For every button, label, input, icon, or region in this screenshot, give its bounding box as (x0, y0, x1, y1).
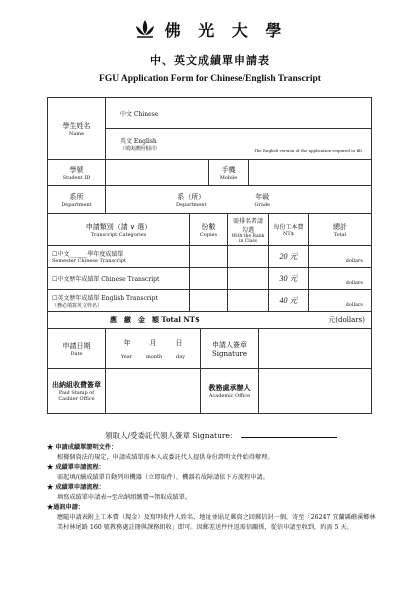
academic-office-field[interactable] (259, 369, 371, 413)
total-field[interactable]: dollars (345, 302, 363, 308)
semester-transcript-checkbox[interactable]: ☐中文______學年度成績單 Semester Chinese Transcript (48, 246, 190, 267)
copies-header: 份數 Copies (190, 214, 228, 245)
cashier-stamp-label: 出納組收費簽章 Paid Stamp of Cashier Office (48, 369, 106, 413)
transcript-row-english (48, 290, 371, 312)
student-id-field[interactable] (106, 160, 209, 185)
mobile-field[interactable] (249, 160, 371, 185)
category-header: 申請類別（請 ∨ 選） Transcript Categories (48, 214, 190, 245)
cost-header: 每份工本費 NT$ (269, 214, 309, 245)
university-logo-row (0, 16, 420, 42)
university-name: 佛 光 大 學 (164, 20, 288, 40)
form-title-english: FGU Application Form for Chinese/English Transcript (99, 74, 321, 84)
total-header: 總計 Total (333, 222, 347, 238)
total-amount-label: 應 繳 金 額 Total NT$ (110, 315, 200, 324)
unit-price: 30 元 (269, 268, 309, 289)
copies-field[interactable] (190, 290, 228, 311)
recipient-signature-line[interactable]: 領取人/受委託代領人簽章 Signature： (105, 430, 337, 441)
note-item: ★通訊申請： 應隨申請表附上工本費（現金）及寫明收件人姓名、地址並貼足郵資之回郵信封一個，寄至「26247 宜蘭縣礁溪鄉林美村林尾路 160 號教務處註冊與課務組收」即可。因郵差送件往返需信關係，從信申請至收到，約需 5 天。 (47, 504, 376, 531)
academic-office-label: 教務處承辦人 Academic Office (201, 369, 259, 413)
instructions-notes (47, 443, 377, 533)
chinese-transcript-checkbox[interactable]: ☐中文歷年成績單 Chinese Transcript (48, 268, 190, 289)
signature-field[interactable] (259, 329, 371, 368)
rank-header: 需排名者請勾選 With the Rank in Class (228, 214, 269, 245)
total-field[interactable]: dollars (345, 258, 363, 264)
total-field[interactable]: dollars (345, 280, 363, 286)
chinese-name-field[interactable]: 中文 Chinese (120, 110, 159, 118)
total-amount-row[interactable] (48, 312, 371, 329)
transcript-row-semester (48, 246, 371, 268)
total-amount-unit: 元(dollars) (328, 316, 365, 324)
copies-field[interactable] (190, 246, 228, 267)
note-item: ★ 申請成績單證明文件： 根據個資法的規定，申請成績單需本人或委託代人提供身份證明文件始得辦理。 (47, 444, 274, 461)
unit-price: 20 元 (269, 246, 309, 267)
english-name-field[interactable]: 英文 English （填與護照相同） The English version of the application required to fill. (106, 128, 371, 159)
grade-label: 年級 Grade (254, 192, 271, 208)
signature-label: 申請人簽章 Signature (201, 329, 259, 368)
date-signature-row (48, 329, 371, 369)
mobile-label: 手機 Mobile (209, 160, 249, 185)
rank-checkbox[interactable] (228, 290, 269, 311)
department-label: 系所 Department (48, 186, 106, 213)
form-header (0, 16, 420, 84)
rank-checkbox[interactable] (228, 268, 269, 289)
application-form-table (47, 97, 372, 414)
student-id-label: 學號 Student ID (48, 160, 106, 185)
department-mid-label: 系（所） Department (176, 192, 207, 208)
name-row (48, 98, 371, 160)
unit-price: 40 元 (269, 290, 309, 311)
department-row (48, 186, 371, 214)
department-field[interactable] (106, 186, 371, 213)
date-label: 申請日期 Date (48, 329, 106, 368)
rank-checkbox[interactable] (228, 246, 269, 267)
english-required-note: The English version of the application required to fill. (254, 148, 363, 153)
copies-field[interactable] (190, 268, 228, 289)
name-fields (106, 98, 371, 159)
student-id-row (48, 160, 371, 186)
form-title-chinese: 中、英文成績單申請表 (150, 54, 270, 67)
date-field[interactable]: 年 月 日 Year month day (106, 329, 201, 368)
signature-blank[interactable] (241, 437, 337, 438)
note-item: ★ 成績單申請流程： 需起填/(續成績單自動列印機器（立即取件），機器若故障請依下方流程申請。 (47, 464, 269, 481)
lotus-logo-icon (133, 18, 157, 40)
cashier-stamp-field[interactable] (106, 369, 201, 413)
category-header-row (48, 214, 371, 246)
english-transcript-checkbox[interactable]: ☐英文歷年成績單 English Transcript （務必填寫英文姓名） (48, 290, 190, 311)
office-stamp-row (48, 369, 371, 413)
student-name-label: 學生姓名 Name (48, 98, 106, 159)
transcript-row-chinese (48, 268, 371, 290)
note-item: ★ 成績單申請流程： 填寫成績單申請表→至出納組繳費→領取成績單。 (47, 484, 192, 501)
